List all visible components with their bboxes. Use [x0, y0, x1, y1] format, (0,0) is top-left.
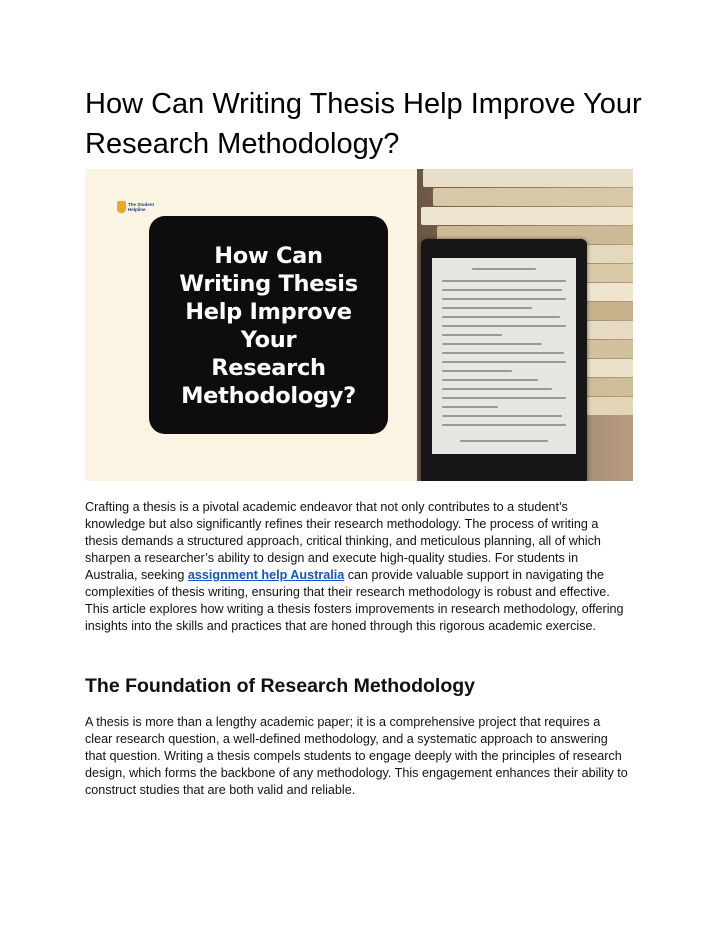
page-title: How Can Writing Thesis Help Improve Your Research Methodology?	[85, 88, 642, 160]
hero-image	[85, 169, 633, 481]
logo-text: The Student Helpline	[128, 202, 154, 212]
intro-text-start: Crafting a thesis is a pivotal academic endeavor that not only contributes to a student’s knowledge but also significantly refines their research methodology. The process of writing a thesis demands a structured approach, critical thinking, and meticulous planning, all of which sharpen a researcher’s ability to design and execute high-quality studies. For students in Australia, seeking	[85, 500, 601, 582]
section-heading: The Foundation of Research Methodology	[85, 675, 475, 697]
card-line: Writing Thesis	[179, 271, 358, 297]
assignment-help-link[interactable]: assignment help Australia	[187, 568, 345, 582]
section-paragraph: A thesis is more than a lengthy academic paper; it is a comprehensive project that requires a clear research question, a well-defined methodology, and a systematic approach to answering that question. Writing a thesis compels students to engage deeply with the principles of research design, which forms the backbone of any methodology. This engagement enhances their ability to construct studies that are both valid and reliable.	[85, 715, 628, 797]
card-line: Help Improve	[185, 299, 352, 325]
ereader-icon	[421, 239, 587, 481]
intro-paragraph	[85, 499, 630, 635]
ereader-screen	[432, 258, 576, 454]
hero-left-panel	[85, 169, 417, 481]
intro-text-end: can provide valuable support in navigating the complexities of thesis writing, ensuring that their research methodology is robust and effective. This article explores how writing a thesis fosters improvements in research methodology, offering insights into the skills and practices that are honed through this rigorous academic exercise.	[85, 568, 624, 633]
title-card	[149, 216, 388, 434]
card-line: Research	[211, 355, 326, 381]
books-photo	[417, 169, 633, 481]
title-card-text	[149, 242, 388, 410]
card-line: Methodology?	[181, 383, 356, 409]
card-line: Your	[240, 327, 297, 353]
card-line: How Can	[214, 243, 323, 269]
owl-logo-icon	[117, 201, 154, 217]
